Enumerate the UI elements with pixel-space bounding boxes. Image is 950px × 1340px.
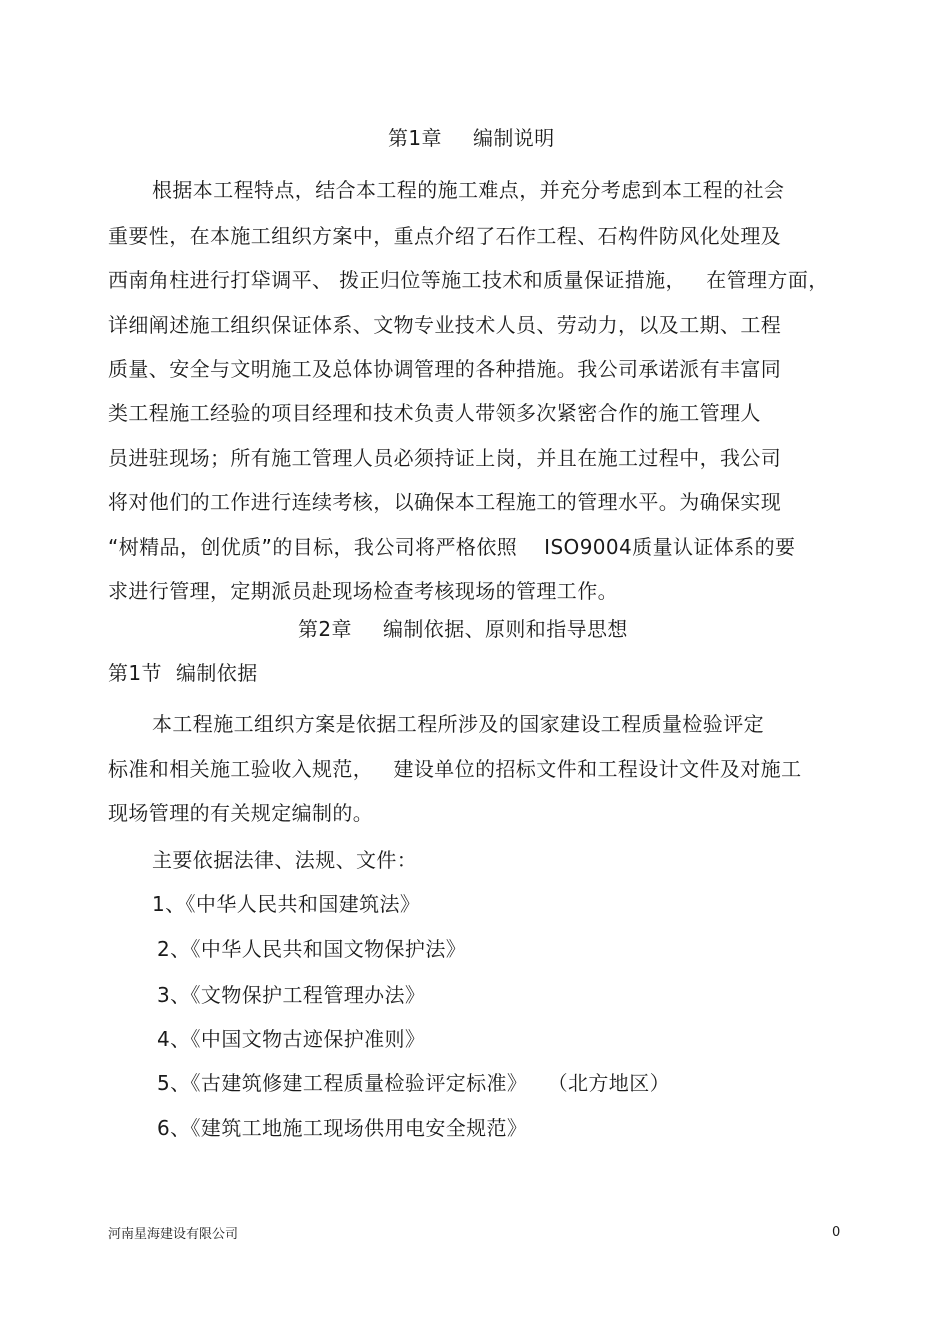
paragraph-line: “树精品，创优质”的目标，我公司将严格依照 ISO9004质量认证体系的要 [108,535,796,559]
paragraph-line: 根据本工程特点，结合本工程的施工难点，并充分考虑到本工程的社会 [152,178,785,202]
list-item: 2、《中华人民共和国文物保护法》 [157,937,467,961]
paragraph-line: 质量、安全与文明施工及总体协调管理的各种措施。我公司承诺派有丰富同 [108,357,782,381]
list-item: 1、《中华人民共和国建筑法》 [152,892,421,916]
list-item: 6、《建筑工地施工现场供用电安全规范》 [157,1116,528,1140]
section-1-title: 编制依据 [176,661,258,685]
list-item: 4、《中国文物古迹保护准则》 [157,1027,426,1051]
section-1-number: 第1节 [108,661,162,685]
paragraph-line: 详细阐述施工组织保证体系、文物专业技术人员、劳动力，以及工期、工程 [108,313,782,337]
paragraph-line: 重要性，在本施工组织方案中，重点介绍了石作工程、石构件防风化处理及 [108,224,782,248]
chapter-2-number: 第2章 [298,617,352,641]
paragraph-line: 员进驻现场；所有施工管理人员必须持证上岗，并且在施工过程中，我公司 [108,446,782,470]
list-item: 5、《古建筑修建工程质量检验评定标准》 （北方地区） [157,1071,670,1095]
chapter-1-title: 编制说明 [473,126,555,150]
list-intro: 主要依据法律、法规、文件： [152,848,418,872]
paragraph-line: 求进行管理，定期派员赴现场检查考核现场的管理工作。 [108,579,618,603]
chapter-1-number: 第1章 [388,126,442,150]
paragraph-line: 标准和相关施工验收入规范， 建设单位的招标文件和工程设计文件及对施工 [108,757,802,781]
list-item: 3、《文物保护工程管理办法》 [157,983,426,1007]
paragraph-line: 西南角柱进行打牮调平、 拨正归位等施工技术和质量保证措施， 在管理方面， [108,268,829,292]
paragraph-line: 将对他们的工作进行连续考核，以确保本工程施工的管理水平。为确保实现 [108,490,782,514]
paragraph-line: 类工程施工经验的项目经理和技术负责人带领多次紧密合作的施工管理人 [108,401,761,425]
page-number: 0 [832,1225,841,1240]
paragraph-line: 现场管理的有关规定编制的。 [108,801,374,825]
footer-company: 河南星海建设有限公司 [108,1227,239,1242]
paragraph-line: 本工程施工组织方案是依据工程所涉及的国家建设工程质量检验评定 [152,712,764,736]
chapter-2-title: 编制依据、原则和指导思想 [383,617,628,641]
